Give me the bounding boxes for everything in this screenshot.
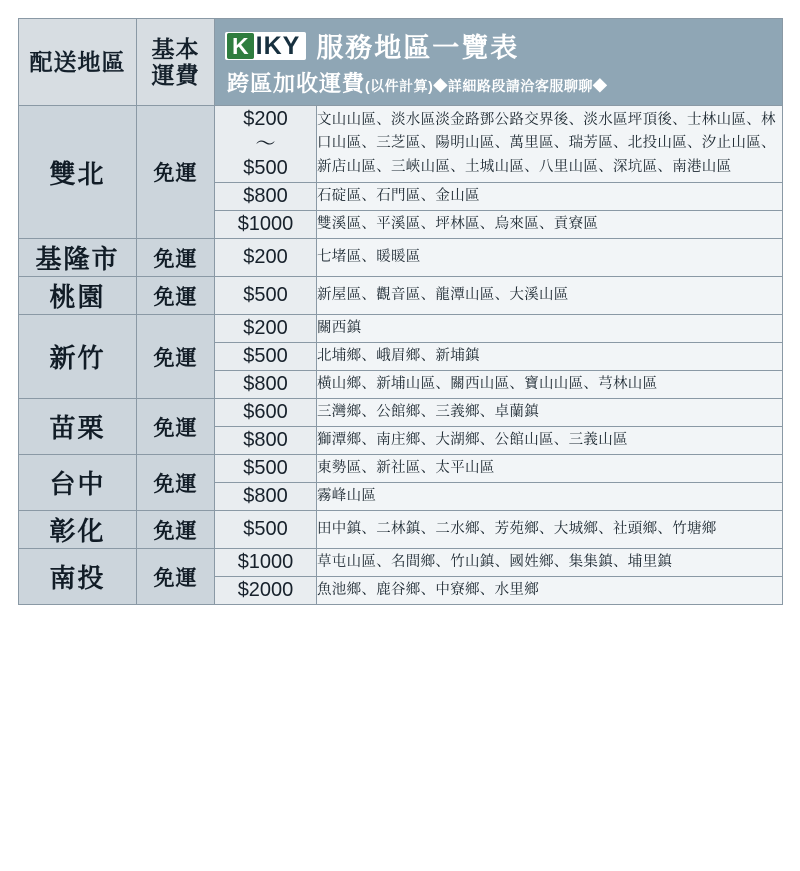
surcharge-price-cell: $1000: [215, 549, 317, 577]
areas-cell: 草屯山區、名間鄉、竹山鎮、國姓鄉、集集鎮、埔里鎮: [317, 549, 783, 577]
region-cell: 南投: [19, 549, 137, 605]
surcharge-price-cell: $800: [215, 427, 317, 455]
header-base-fee: 基本 運費: [137, 19, 215, 106]
region-cell: 基隆市: [19, 239, 137, 277]
table-row: [19, 277, 783, 315]
areas-cell: 田中鎮、二林鎮、二水鄉、芳苑鄉、大城鄉、社頭鄉、竹塘鄉: [317, 511, 783, 549]
kiky-logo-k: K: [227, 33, 254, 59]
shipping-fee-table: [18, 18, 783, 605]
table-row: [19, 106, 783, 183]
surcharge-price-cell: $800: [215, 183, 317, 211]
banner-subtitle-main: 跨區加收運費: [227, 71, 366, 96]
region-cell: 苗栗: [19, 399, 137, 455]
header-region: 配送地區: [19, 19, 137, 106]
surcharge-price-cell: $500: [215, 455, 317, 483]
banner-title: 服務地區一覽表: [316, 33, 520, 63]
areas-cell: 東勢區、新社區、太平山區: [317, 455, 783, 483]
surcharge-price-cell: $800: [215, 483, 317, 511]
base-fee-cell: 免運: [137, 315, 215, 399]
kiky-logo-text: IKY: [255, 31, 301, 60]
kiky-logo: [225, 32, 306, 60]
region-cell: 台中: [19, 455, 137, 511]
table-row: [19, 239, 783, 277]
surcharge-price-cell: $200: [215, 239, 317, 277]
surcharge-price-cell: $500: [215, 343, 317, 371]
surcharge-price-cell: $600: [215, 399, 317, 427]
header-banner: [215, 19, 783, 106]
areas-cell: 雙溪區、平溪區、坪林區、烏來區、貢寮區: [317, 211, 783, 239]
surcharge-price-cell: [215, 106, 317, 183]
banner-top-line: [215, 19, 782, 67]
table-row: [19, 511, 783, 549]
base-fee-cell: 免運: [137, 239, 215, 277]
surcharge-price-cell: $2000: [215, 577, 317, 605]
surcharge-price-cell: $500: [215, 511, 317, 549]
surcharge-price-cell: $500: [215, 277, 317, 315]
table-header: [19, 19, 783, 106]
region-cell: 彰化: [19, 511, 137, 549]
surcharge-price-cell: $200: [215, 315, 317, 343]
areas-cell: 北埔鄉、峨眉鄉、新埔鎮: [317, 343, 783, 371]
surcharge-price-cell: $800: [215, 371, 317, 399]
areas-cell: 文山山區、淡水區淡金路鄧公路交界後、淡水區坪頂後、士林山區、林口山區、三芝區、陽明山區、萬里區、瑞芳區、北投山區、汐止山區、新店山區、三峽山區、土城山區、八里山區、深坑區、南港山區: [317, 106, 783, 183]
price-from: $200: [243, 108, 288, 130]
table-body: [19, 106, 783, 605]
areas-cell: 石碇區、石門區、金山區: [317, 183, 783, 211]
table-row: [19, 455, 783, 483]
areas-cell: 橫山鄉、新埔山區、關西山區、寶山山區、芎林山區: [317, 371, 783, 399]
banner-subtitle-note: (以件計算)◆詳細路段請洽客服聊聊◆: [365, 78, 608, 94]
areas-cell: 新屋區、觀音區、龍潭山區、大溪山區: [317, 277, 783, 315]
price-range-tilde: 〜: [255, 133, 276, 155]
areas-cell: 獅潭鄉、南庄鄉、大湖鄉、公館山區、三義山區: [317, 427, 783, 455]
table-row: [19, 315, 783, 343]
region-cell: 桃園: [19, 277, 137, 315]
table-row: [19, 399, 783, 427]
region-cell: 雙北: [19, 106, 137, 239]
areas-cell: 霧峰山區: [317, 483, 783, 511]
header-row: [19, 19, 783, 106]
areas-cell: 關西鎮: [317, 315, 783, 343]
surcharge-price-cell: $1000: [215, 211, 317, 239]
base-fee-cell: 免運: [137, 511, 215, 549]
base-fee-cell: 免運: [137, 277, 215, 315]
areas-cell: 七堵區、暖暖區: [317, 239, 783, 277]
base-fee-cell: 免運: [137, 399, 215, 455]
base-fee-cell: 免運: [137, 549, 215, 605]
table-row: [19, 549, 783, 577]
areas-cell: 魚池鄉、鹿谷鄉、中寮鄉、水里鄉: [317, 577, 783, 605]
base-fee-cell: 免運: [137, 455, 215, 511]
banner-bottom-line: [215, 67, 782, 105]
base-fee-cell: 免運: [137, 106, 215, 239]
areas-cell: 三灣鄉、公館鄉、三義鄉、卓蘭鎮: [317, 399, 783, 427]
region-cell: 新竹: [19, 315, 137, 399]
price-to: $500: [243, 157, 288, 179]
